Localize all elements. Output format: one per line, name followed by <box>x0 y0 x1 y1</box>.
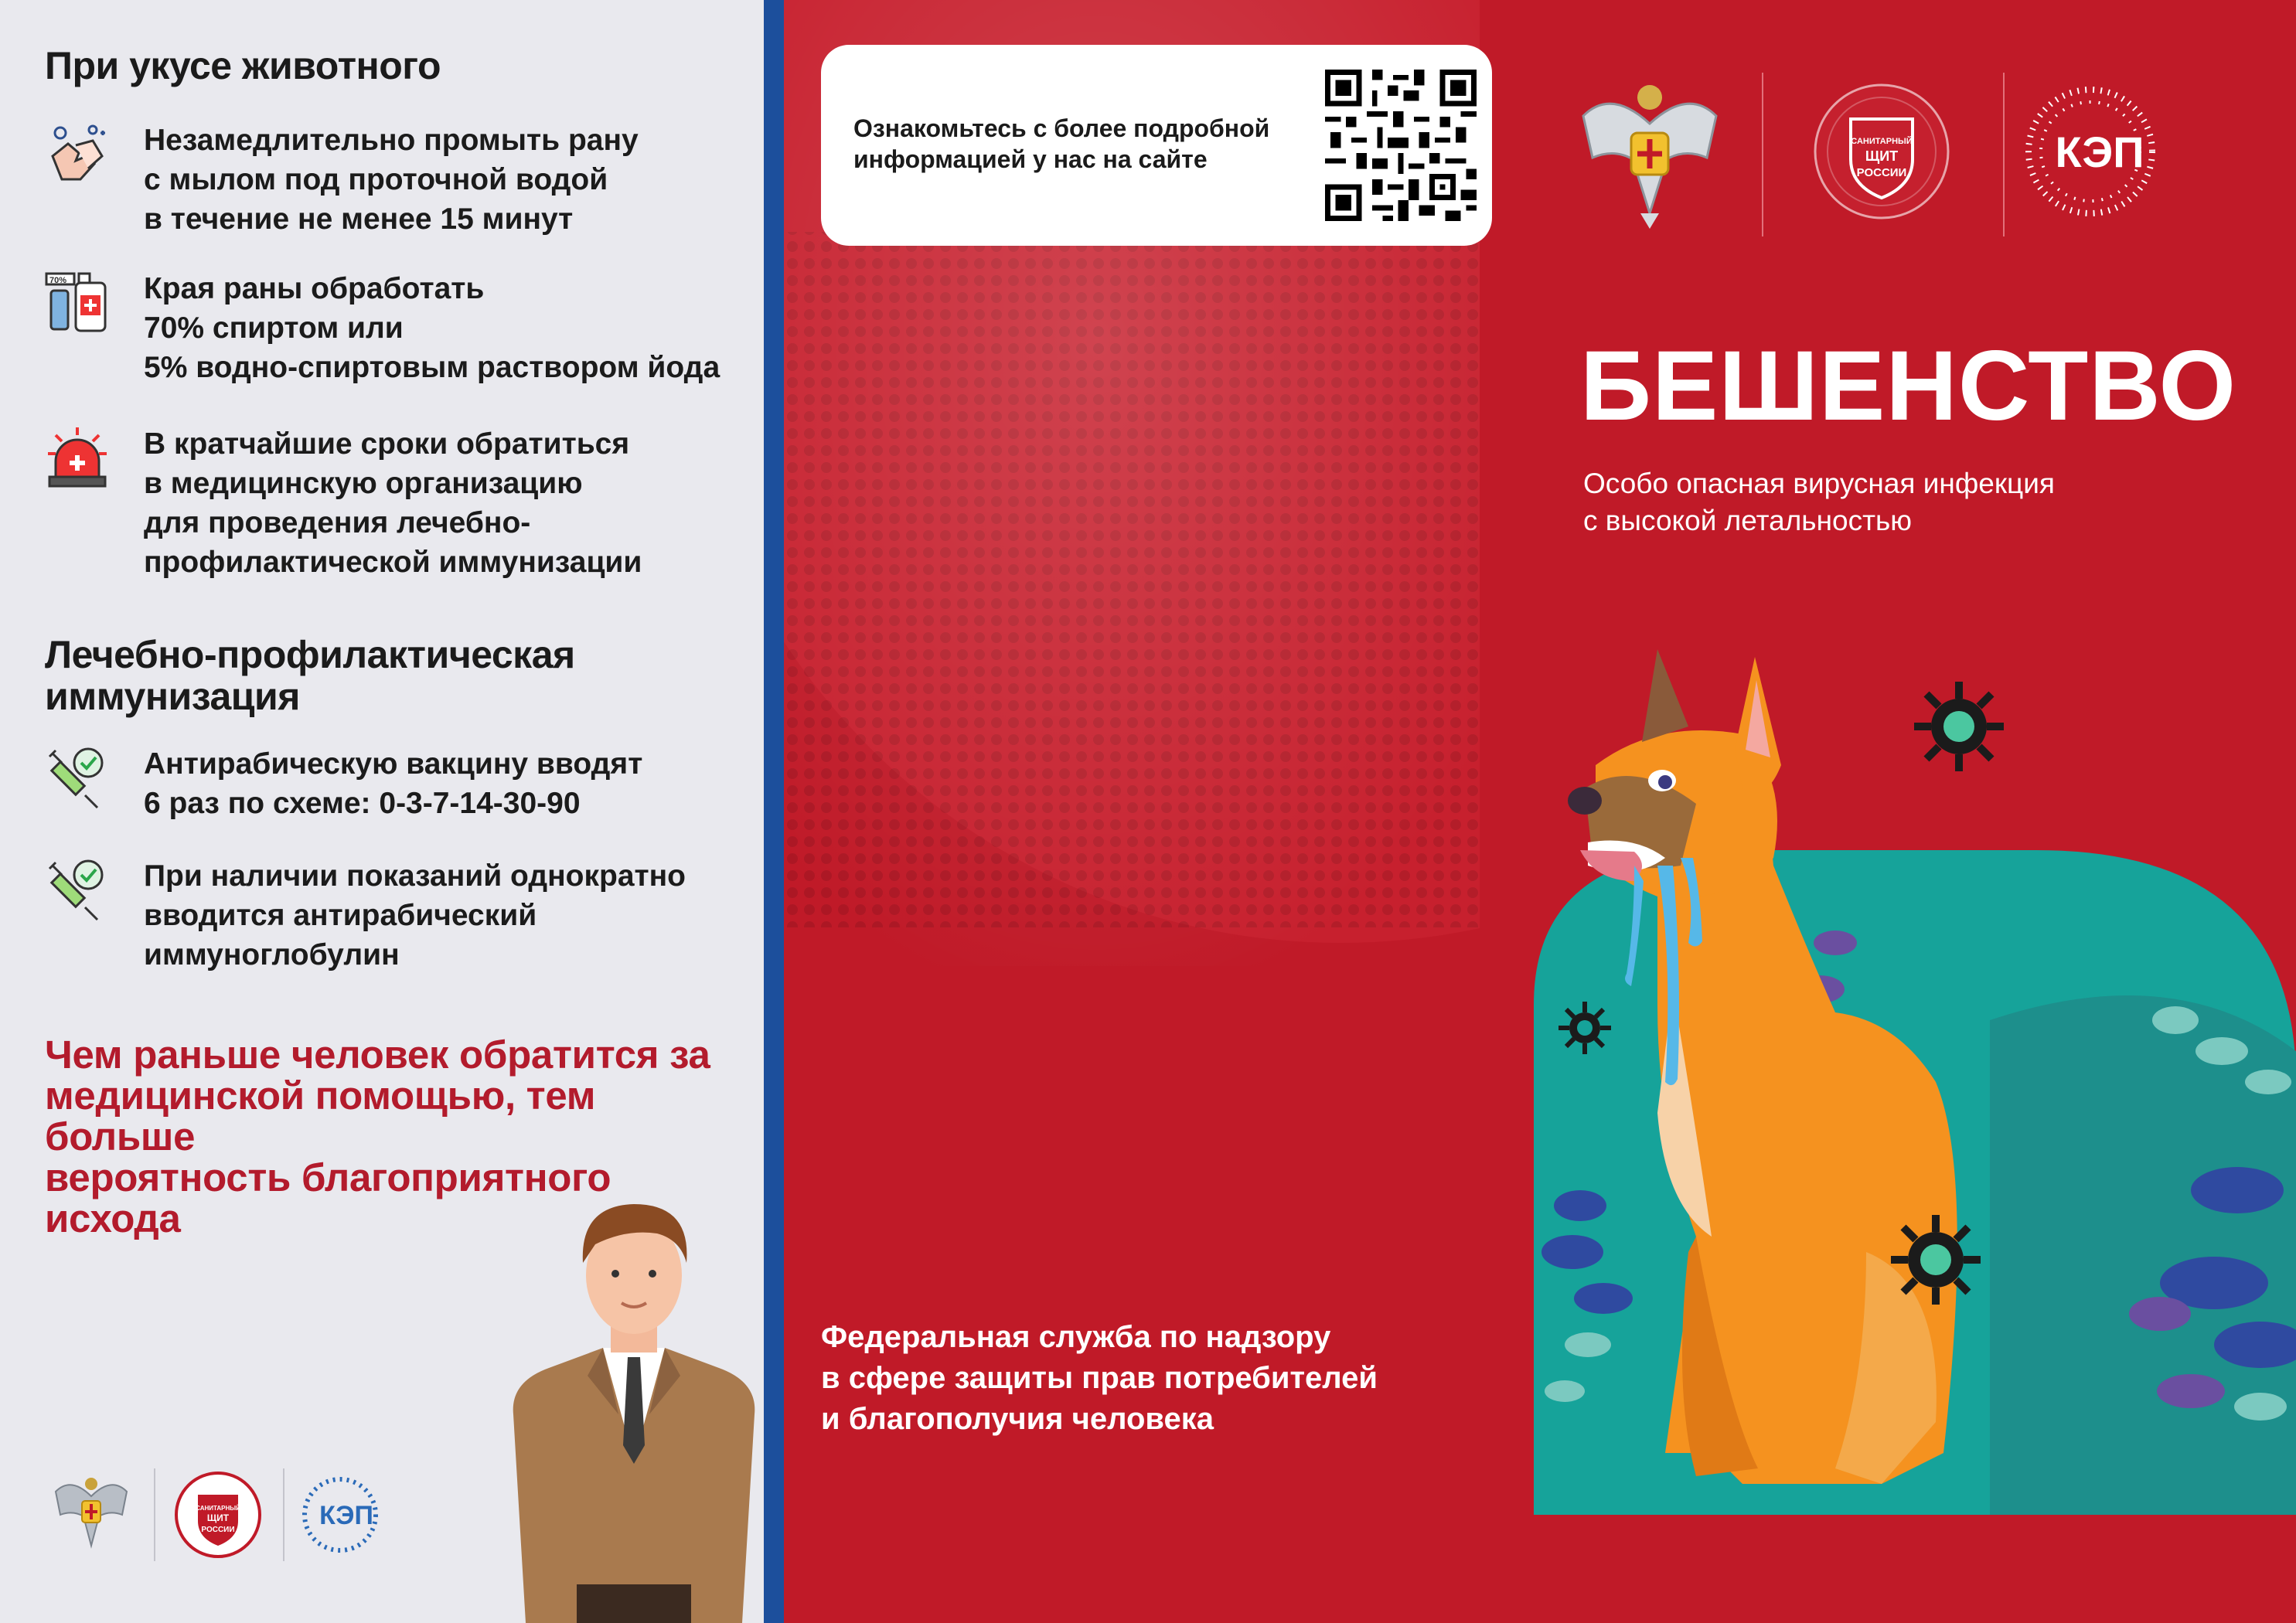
qr-card <box>821 45 1492 246</box>
cover-panel <box>784 0 2296 1623</box>
rospotrebnadzor-emblem-icon <box>56 1478 127 1546</box>
svg-text:РОССИИ: РОССИИ <box>1856 166 1907 179</box>
info-panel <box>0 0 764 1623</box>
qr-code-icon[interactable] <box>1325 70 1477 221</box>
item-text: При наличии показаний однократно вводится антирабический иммуноглобулин <box>144 859 686 971</box>
svg-text:ЩИТ: ЩИТ <box>1865 148 1899 164</box>
page-title: БЕШЕНСТВО <box>1580 331 2237 441</box>
sanitary-shield-logo-icon <box>1815 85 1948 218</box>
agency-name: Федеральная служба по надзору в сфере защиты прав потребителей и благополучия человека <box>821 1320 1378 1436</box>
syringe-check-icon <box>45 858 110 923</box>
fold-divider <box>764 0 784 1623</box>
man-illustration <box>502 1182 765 1623</box>
header-logos <box>1580 62 2276 247</box>
svg-text:РОССИИ: РОССИИ <box>201 1526 235 1534</box>
footer-logos <box>48 1461 388 1569</box>
syringe-check-icon <box>45 746 110 811</box>
rospotrebnadzor-emblem-icon <box>1583 85 1716 229</box>
svg-text:КЭП: КЭП <box>2055 128 2144 176</box>
svg-text:ЩИТ: ЩИТ <box>206 1512 230 1523</box>
callout-text: Чем раньше человек обратится за медицинской помощью, тем больше вероятность благоприятного исхода <box>45 1033 710 1240</box>
page-subtitle: Особо опасная вирусная инфекция с высокой летальностью <box>1583 468 2055 536</box>
svg-text:КЭП: КЭП <box>319 1501 373 1530</box>
section-title-bite: При укусе животного <box>45 44 441 87</box>
kep-logo-icon <box>2029 90 2152 213</box>
kep-logo-icon <box>305 1479 376 1550</box>
virus-icon <box>1891 1215 1981 1305</box>
item-text: В кратчайшие сроки обратиться в медицинскую организацию для проведения лечебно- профилактической иммунизации <box>144 427 642 579</box>
svg-text:70%: 70% <box>49 276 67 285</box>
virus-icon <box>1558 1002 1611 1054</box>
svg-text:САНИТАРНЫЙ: САНИТАРНЫЙ <box>196 1505 240 1512</box>
sanitary-shield-logo-icon <box>176 1473 260 1557</box>
antiseptic-bottle-icon <box>45 270 110 335</box>
virus-icon <box>1914 682 2004 771</box>
qr-caption: Ознакомьтесь с более подробной информацией у нас на сайте <box>853 114 1270 173</box>
item-text: Незамедлительно промыть рану с мылом под проточной водой в течение не менее 15 минут <box>144 124 639 236</box>
item-text: Края раны обработать 70% спиртом или 5% водно-спиртовым раствором йода <box>144 272 720 384</box>
section-title-immunization: Лечебно-профилактическая иммунизация <box>45 633 575 718</box>
svg-text:САНИТАРНЫЙ: САНИТАРНЫЙ <box>1851 137 1913 146</box>
item-text: Антирабическую вакцину вводят 6 раз по схеме: 0-3-7-14-30-90 <box>144 747 643 820</box>
ambulance-siren-icon <box>45 426 110 491</box>
hand-washing-icon <box>45 122 110 187</box>
rabid-dog-illustration <box>1402 649 2296 1623</box>
